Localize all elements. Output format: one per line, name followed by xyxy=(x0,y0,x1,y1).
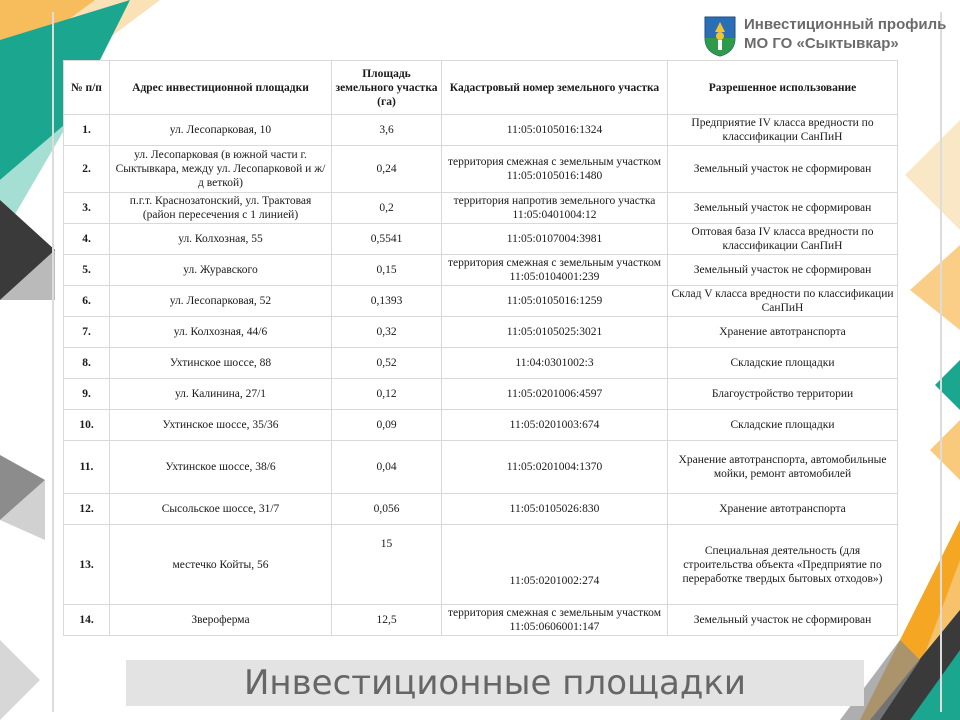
cell-cadastral: 11:05:0201003:674 xyxy=(442,410,668,441)
cell-usage: Складские площадки xyxy=(668,348,898,379)
cell-num: 5. xyxy=(64,255,110,286)
cell-usage: Земельный участок не сформирован xyxy=(668,255,898,286)
cell-num: 10. xyxy=(64,410,110,441)
cell-area: 0,12 xyxy=(332,379,442,410)
investment-sites-table-container xyxy=(63,60,897,636)
cell-address: п.г.т. Краснозатонский, ул. Трактовая (район пересечения с 1 линией) xyxy=(110,193,332,224)
cell-cadastral: территория смежная с земельным участком 11:05:0104001:239 xyxy=(442,255,668,286)
slide-title: Инвестиционные площадки xyxy=(243,663,747,703)
table-row xyxy=(64,379,898,410)
cell-address: Ухтинское шоссе, 88 xyxy=(110,348,332,379)
cell-area: 0,5541 xyxy=(332,224,442,255)
cell-cadastral: 11:05:0105016:1259 xyxy=(442,286,668,317)
cell-cadastral: 11:05:0201002:274 xyxy=(442,525,668,605)
cell-num: 8. xyxy=(64,348,110,379)
cell-address: ул. Калинина, 27/1 xyxy=(110,379,332,410)
table-row xyxy=(64,193,898,224)
cell-area: 0,1393 xyxy=(332,286,442,317)
cell-usage: Хранение автотранспорта xyxy=(668,317,898,348)
cell-num: 3. xyxy=(64,193,110,224)
cell-address: ул. Журавского xyxy=(110,255,332,286)
logo-line-2: МО ГО «Сыктывкар» xyxy=(744,35,899,52)
table-row xyxy=(64,224,898,255)
logo-text xyxy=(744,15,954,53)
cell-num: 7. xyxy=(64,317,110,348)
cell-area: 0,09 xyxy=(332,410,442,441)
cell-cadastral: 11:05:0105025:3021 xyxy=(442,317,668,348)
cell-usage: Складские площадки xyxy=(668,410,898,441)
cell-address: Ухтинское шоссе, 35/36 xyxy=(110,410,332,441)
cell-area: 3,6 xyxy=(332,115,442,146)
cell-address: ул. Колхозная, 55 xyxy=(110,224,332,255)
cell-num: 13. xyxy=(64,525,110,605)
cell-usage: Земельный участок не сформирован xyxy=(668,146,898,193)
cell-area: 0,32 xyxy=(332,317,442,348)
cell-address: ул. Колхозная, 44/6 xyxy=(110,317,332,348)
coat-of-arms-icon xyxy=(702,14,738,58)
cell-address: ул. Лесопарковая, 10 xyxy=(110,115,332,146)
cell-area: 0,056 xyxy=(332,494,442,525)
cell-cadastral: 11:05:0201004:1370 xyxy=(442,441,668,494)
cell-usage: Земельный участок не сформирован xyxy=(668,605,898,636)
cell-usage: Оптовая база IV класса вредности по классификации СанПиН xyxy=(668,224,898,255)
cell-cadastral: территория смежная с земельным участком 11:05:0105016:1480 xyxy=(442,146,668,193)
table-row xyxy=(64,317,898,348)
header-area: Площадь земельного участка (га) xyxy=(332,61,442,115)
table-row xyxy=(64,494,898,525)
cell-area: 0,52 xyxy=(332,348,442,379)
cell-address: ул. Лесопарковая, 52 xyxy=(110,286,332,317)
table-row xyxy=(64,348,898,379)
cell-num: 1. xyxy=(64,115,110,146)
table-row xyxy=(64,410,898,441)
cell-address: Ухтинское шоссе, 38/6 xyxy=(110,441,332,494)
table-row xyxy=(64,115,898,146)
table-row xyxy=(64,441,898,494)
cell-address: Сысольское шоссе, 31/7 xyxy=(110,494,332,525)
cell-usage: Предприятие IV класса вредности по классификации СанПиН xyxy=(668,115,898,146)
cell-cadastral: территория напротив земельного участка 11:05:0401004:12 xyxy=(442,193,668,224)
header-cadastral: Кадастровый номер земельного участка xyxy=(442,61,668,115)
cell-num: 2. xyxy=(64,146,110,193)
cell-cadastral: территория смежная с земельным участком 11:05:0606001:147 xyxy=(442,605,668,636)
cell-address: ул. Лесопарковая (в южной части г. Сыктывкара, между ул. Лесопарковой и ж/д веткой) xyxy=(110,146,332,193)
cell-usage: Земельный участок не сформирован xyxy=(668,193,898,224)
cell-num: 4. xyxy=(64,224,110,255)
cell-cadastral: 11:05:0107004:3981 xyxy=(442,224,668,255)
header-address: Адрес инвестиционной площадки xyxy=(110,61,332,115)
cell-usage: Хранение автотранспорта xyxy=(668,494,898,525)
table-row xyxy=(64,255,898,286)
header-num: № п/п xyxy=(64,61,110,115)
table-row xyxy=(64,525,898,605)
cell-usage: Специальная деятельность (для строительства объекта «Предприятие по переработке твердых бытовых отходов») xyxy=(668,525,898,605)
cell-usage: Склад V класса вредности по классификации СанПиН xyxy=(668,286,898,317)
table-row xyxy=(64,286,898,317)
cell-cadastral: 11:04:0301002:3 xyxy=(442,348,668,379)
cell-num: 12. xyxy=(64,494,110,525)
cell-cadastral: 11:05:0201006:4597 xyxy=(442,379,668,410)
cell-num: 14. xyxy=(64,605,110,636)
cell-cadastral: 11:05:0105026:830 xyxy=(442,494,668,525)
cell-usage: Хранение автотранспорта, автомобильные мойки, ремонт автомобилей xyxy=(668,441,898,494)
cell-area: 12,5 xyxy=(332,605,442,636)
cell-area: 15 xyxy=(332,525,442,605)
cell-num: 9. xyxy=(64,379,110,410)
cell-area: 0,15 xyxy=(332,255,442,286)
investment-sites-table xyxy=(63,60,898,636)
cell-num: 6. xyxy=(64,286,110,317)
cell-cadastral: 11:05:0105016:1324 xyxy=(442,115,668,146)
cell-area: 0,2 xyxy=(332,193,442,224)
cell-address: Звероферма xyxy=(110,605,332,636)
table-row xyxy=(64,146,898,193)
cell-num: 11. xyxy=(64,441,110,494)
header-usage: Разрешенное использование xyxy=(668,61,898,115)
cell-area: 0,24 xyxy=(332,146,442,193)
table-header-row xyxy=(64,61,898,115)
table-row xyxy=(64,605,898,636)
cell-usage: Благоустройство территории xyxy=(668,379,898,410)
cell-address: местечко Койты, 56 xyxy=(110,525,332,605)
cell-area: 0,04 xyxy=(332,441,442,494)
logo-line-1: Инвестиционный профиль xyxy=(744,16,947,33)
logo xyxy=(702,14,952,58)
